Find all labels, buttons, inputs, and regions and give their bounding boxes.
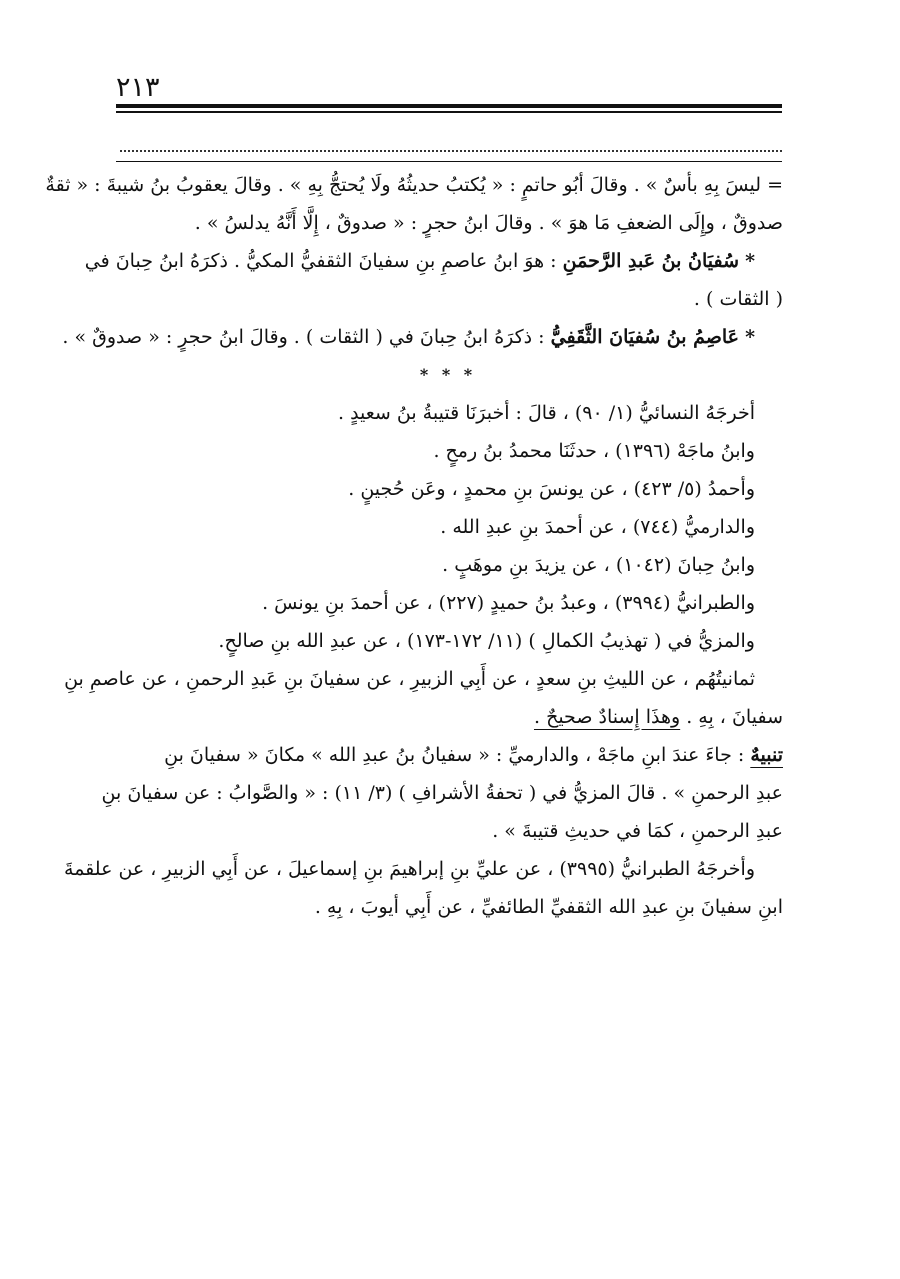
narrator-entry: [62, 318, 783, 356]
summary-paragraph: [64, 660, 783, 736]
isnad-verdict: وهذَا إِسنادٌ صحيحٌ .: [533, 706, 681, 728]
page-number: ٢١٣: [116, 72, 160, 103]
bullet-star: *: [745, 326, 755, 348]
takhrij-line: وابنُ ماجَهْ (١٣٩٦) ، حدثَنَا محمدُ بنُ رمحٍ .: [433, 440, 755, 462]
narrator-text: ( الثقات ) .: [693, 288, 783, 310]
summary-line: ثمانيتُهُم ، عن الليثِ بنِ سعدٍ ، عن أَبِي الزبيرِ ، عن سفيانَ بنِ عَبدِ الرحمنِ ، عن عاصمِ بنِ: [64, 668, 755, 690]
final-line: وأخرجَهُ الطبرانيُّ (٣٩٩٥) ، عن عليِّ بنِ إبراهيمَ بنِ إسماعيلَ ، عن أَبِي الزبيرِ ، عن علقمةَ: [64, 858, 755, 880]
tanbih-text: عبدِ الرحمنِ ، كمَا في حديثِ قتيبةَ » .: [492, 820, 783, 842]
takhrij-line: وأحمدُ (٥/ ٤٢٣) ، عن يونسَ بنِ محمدٍ ، وعَن حُجينٍ .: [348, 478, 755, 500]
page-body: [45, 166, 783, 926]
tanbih-text: : جاءَ عندَ ابنِ ماجَهْ ، والدارميِّ : « سفيانُ بنُ عبدِ الله » مكانَ « سفيانَ بنِ: [164, 744, 745, 766]
footnote-line: صدوقٌ ، وإِلَى الضعفِ مَا هوَ » . وقالَ ابنُ حجرٍ : « صدوقٌ ، إِلَّا أَنَّهُ يدلسُ » .: [194, 212, 783, 234]
footnote-dotted-separator: [120, 150, 782, 152]
takhrij-line: والمزيُّ في ( تهذيبُ الكمالِ ) (١١/ ١٧٢-١٧٣) ، عن عبدِ الله بنِ صالحٍ.: [218, 630, 755, 652]
narrator-entry: [84, 242, 783, 318]
takhrij-line: والطبرانيُّ (٣٩٩٤) ، وعبدُ بنُ حميدٍ (٢٢٧) ، عن أحمدَ بنِ يونسَ .: [262, 592, 755, 614]
narrator-text: : هوَ ابنُ عاصمِ بنِ سفيانَ الثقفيُّ المكيُّ . ذكرَهُ ابنُ حِبانَ في: [84, 250, 557, 272]
footnote-line: = ليسَ بِهِ بأسٌ » . وقالَ أبُو حاتمٍ : « يُكتبُ حديثُهُ ولَا يُحتجُّ بِهِ » . وقالَ يعقوبُ بنُ شيبةَ : « ثقةٌ: [45, 174, 783, 196]
narrator-text: : ذكرَهُ ابنُ حِبانَ في ( الثقات ) . وقالَ ابنُ حجرٍ : « صدوقٌ » .: [62, 326, 545, 348]
footnote-continuation: [45, 166, 783, 242]
tanbih-label: تنبيهٌ: [750, 744, 783, 766]
narrator-name: عَاصِمُ بنُ سُفيَانَ الثَّقَفِيُّ: [550, 326, 740, 348]
takhrij-list: [113, 394, 783, 660]
takhrij-line: وابنُ حِبانَ (١٠٤٢) ، عن يزيدَ بنِ موهَبٍ .: [442, 554, 755, 576]
header-rule-thick: [116, 104, 782, 108]
takhrij-line: أخرجَهُ النسائيُّ (١/ ٩٠) ، قالَ : أخبرَنَا قتيبةُ بنُ سعيدٍ .: [337, 402, 755, 424]
section-separator: * * *: [419, 365, 477, 384]
bullet-star: *: [745, 250, 755, 272]
tanbih-note: [101, 736, 783, 850]
header-rule-thin: [116, 111, 782, 113]
final-line: ابنِ سفيانَ بنِ عبدِ الله الثقفيِّ الطائفيِّ ، عن أَبِي أيوبَ ، بِهِ .: [314, 896, 783, 918]
summary-line: سفيانَ ، بِهِ .: [686, 706, 783, 728]
takhrij-line: والدارميُّ (٧٤٤) ، عن أحمدَ بنِ عبدِ الله .: [440, 516, 755, 538]
tanbih-text: عبدِ الرحمنِ » . قالَ المزيُّ في ( تحفةُ الأشرافِ ) (٣/ ١١) : « والصَّوابُ : عن سفيانَ بنِ: [101, 782, 783, 804]
narrator-name: سُفيَانُ بنُ عَبدِ الرَّحمَنِ: [562, 250, 740, 272]
footnote-rule: [116, 161, 782, 162]
final-paragraph: [64, 850, 783, 926]
